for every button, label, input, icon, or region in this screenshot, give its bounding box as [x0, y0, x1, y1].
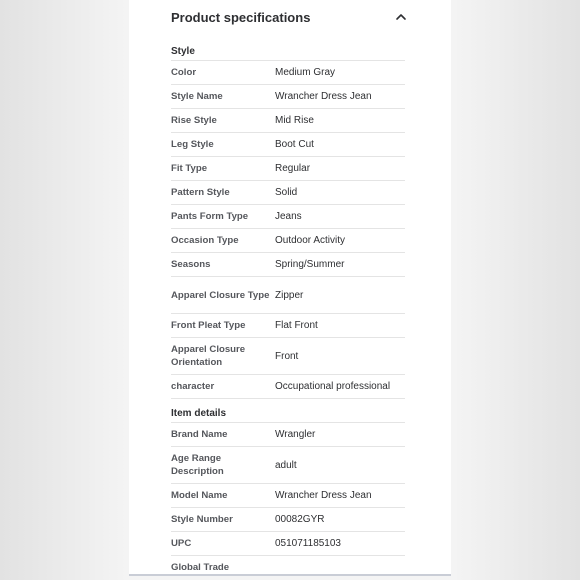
spec-label: Seasons [171, 259, 211, 270]
specifications-header[interactable] [171, 7, 407, 27]
spec-value: Wrancher Dress Jean [275, 490, 372, 501]
spec-row [171, 253, 405, 277]
spec-value: 051071185103 [275, 538, 341, 549]
spec-row [171, 532, 405, 556]
spec-value: Zipper [275, 289, 304, 301]
spec-label: Fit Type [171, 163, 208, 174]
spec-value: Outdoor Activity [275, 235, 346, 246]
panel-bottom-border [129, 574, 451, 576]
spec-value: 00082GYR [275, 514, 325, 525]
spec-label: character [171, 381, 215, 392]
spec-label: Apparel Closure Orientation [171, 344, 246, 368]
spec-value: Wrangler [275, 429, 316, 440]
spec-row [171, 205, 405, 229]
spec-label: UPC [171, 538, 192, 549]
spec-row [171, 133, 405, 157]
specifications-title: Product specifications [171, 9, 311, 25]
spec-value: Flat Front [275, 320, 318, 331]
spec-label: Style Name [171, 91, 223, 102]
spec-label: Apparel Closure Type [171, 289, 270, 301]
spec-row [171, 423, 405, 447]
spec-value: Wrancher Dress Jean [275, 91, 372, 102]
spec-label: Color [171, 67, 197, 78]
spec-row [171, 338, 405, 375]
spec-row [171, 556, 405, 576]
spec-value: Occupational professional [275, 381, 391, 392]
spec-label: Brand Name [171, 429, 228, 440]
spec-label: Pattern Style [171, 187, 230, 198]
spec-row [171, 314, 405, 338]
spec-value: Boot Cut [275, 139, 314, 150]
spec-row [171, 109, 405, 133]
section-title-item-details: Item details [171, 404, 405, 423]
spec-row [171, 229, 405, 253]
spec-value: Front [275, 350, 299, 362]
spec-row [171, 85, 405, 109]
spec-value: Regular [275, 163, 311, 174]
spec-label: Occasion Type [171, 235, 239, 246]
spec-label: Global Trade [171, 562, 230, 573]
spec-value: Jeans [275, 211, 302, 222]
product-specifications-panel [129, 0, 451, 576]
spec-value: Solid [275, 187, 298, 198]
spec-row [171, 277, 405, 314]
spec-row [171, 484, 405, 508]
spec-row [171, 157, 405, 181]
spec-label: Leg Style [171, 139, 214, 150]
spec-row [171, 61, 405, 85]
spec-row [171, 375, 405, 399]
chevron-up-icon[interactable] [395, 11, 407, 23]
spec-value: adult [275, 459, 297, 471]
spec-label: Style Number [171, 514, 233, 525]
spec-label: Age Range Description [171, 453, 224, 477]
spec-value: Spring/Summer [275, 259, 345, 270]
spec-label: Front Pleat Type [171, 320, 246, 331]
spec-row [171, 508, 405, 532]
spec-value: Mid Rise [275, 115, 314, 126]
spec-value: Medium Gray [275, 67, 336, 78]
spec-label: Model Name [171, 490, 228, 501]
specifications-list [171, 42, 405, 576]
spec-row [171, 181, 405, 205]
spec-row [171, 447, 405, 484]
section-title-style: Style [171, 42, 405, 61]
spec-label: Pants Form Type [171, 211, 249, 222]
spec-label: Rise Style [171, 115, 217, 126]
